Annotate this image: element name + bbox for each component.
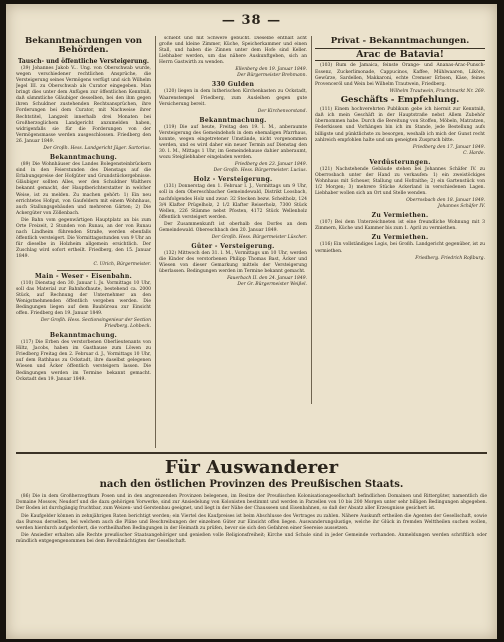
column-rule-2: [311, 36, 312, 404]
signature: Der Bürgermeister Brehmann.: [237, 73, 307, 79]
advert-title: Für Auswanderer: [164, 457, 339, 478]
notice-117: (117) Die Erben des verstorbenen Oberlieutenants von Hiltz, Jacobs, haben im Gasthause zum Löwen zu Friedberg Freitag den 2. Februar d. J., Vormittags 10 Uhr, auf dem Rathhaus zu Ockstadt, ihre daselbst gelegenen Wiesen und Äcker öffentlich versteigern lassen. Die Bedingungen werden im Termine bekannt gemacht. Ockstadt den 19. Januar 1849.: [16, 340, 151, 382]
date-line: Friedberg den 17. Januar 1849.: [412, 144, 485, 150]
date-line: Oberrosbach den 18. Januar 1849.: [406, 198, 485, 204]
notice-103: (103) Rum de Jamaica, feinste Orange- und Ananas-Arac-Punsch-Essenz, Zuckerlimonade, Cappucinos, Kaffee, Mühlwaaren, Liköre, Gewürze, Sardellen, Makkaroni, echte Cremser Erbsen, Käse, feines Provenceröl und Wein bei Wilhelm Trautwein, Friedberg.: [315, 63, 485, 87]
signature: Friedberg. Friedrich Roßburg.: [415, 255, 485, 261]
notice-121: (121) Nachstehende Gebäude stehen bei Johannes Schäfer IV. zu Oberrosbach unter der Hand zu verkaufen: 1) ein zweistöckiges Wohnhaus mit Scheuer, Stallung und Hofraithe; 2) ein Gartenstück von 1/2 Morgen; 3) mehrere Stücke Ackerland in verschiedenen Lagen. Liebhaber wollen sich an Ort und Stelle wenden.: [315, 166, 485, 197]
column-3: [315, 36, 485, 404]
date-line: Fauerbach II. den 24. Januar 1849.: [227, 276, 307, 282]
section-heading-wood-auction: Holz - Versteigerung.: [193, 176, 273, 184]
section-heading-sales: Verdüsterungen.: [369, 158, 431, 166]
column-2: [159, 36, 307, 448]
section-heading-estate-auction: Güter - Versteigerung.: [191, 243, 275, 251]
subheading-auction: Tausch- und öffentliche Versteigerung.: [18, 57, 149, 65]
signature: C. Harde.: [463, 150, 485, 156]
notice-continued: schiebt und mit Schwere gebucht. Dieselbe enthält acht große und kleine Zimmer, Küche, Speicherkammer und einen Stall, und haben die Zinnen unter dem Hofe sind Keller. Liebhaber werden, um das nähere Auskunftgeben, sich an Herrn Gastwirth zu wenden.: [159, 36, 307, 66]
signature: C. Ulrich, Bürgermeister.: [93, 261, 151, 267]
notice-heading: Bekanntmachung.: [49, 332, 118, 340]
notice-heading: Bekanntmachung.: [199, 116, 267, 124]
railway-heading: Main - Weser - Eisenbahn.: [34, 272, 133, 280]
signature: Der Kirchenvorstand.: [257, 108, 307, 114]
signature: Wilhelm Trautwein, Fruchtmarkt Nr. 269.: [389, 88, 485, 94]
notice-120: (120) liegen in dem lutherischen Kirchenkasten zu Ockstadt, Waarenstempel Friedberg, zum Ausleihen gegen gute Versicherung bereit.: [159, 89, 307, 107]
signature: Johannes Schäfer IV.: [437, 204, 485, 210]
section-heading-authorities: Bekanntmachungen von Behörden.: [24, 36, 143, 56]
divider: [57, 270, 111, 271]
section-heading-rent-2: Zu Vermiethen.: [371, 234, 429, 242]
advert-banner-arac: Arac de Batavia!: [315, 48, 485, 61]
notice-89: (89) Die Wohnhäuser des Landes Bolegensteinbrückern sind in den Feierstunden des Dienstags auf die Erlabungspreise der Hofgüter und Grundstückergebnisse. Gläubiger sollten Alles, wer den Schuldner Walthers bekannt gemacht, der Hauptberichterstatter in welcher Weise, ist zu melden. Zu machen gehört: 1) Ein neu errichtetes Hofgut, von Gaufeldern mit einem Wohnhaus, auch Stallungsgebäuden und mehreren Gärten; 2) Die Ackergüter von Zöllenbach.: [16, 162, 151, 216]
notice-132: (132) Mittwoch den 31. l. M., Vormittags um 10 Uhr, werden die Kinder des verstorbenen Philipp Thomas Bast, Äcker und Wiesen von dieser Gemarkung mittels der Versteigerung überlassen. Bedingungen werden im Termine bekannt gemacht.: [159, 251, 307, 275]
advert-body: [16, 494, 487, 546]
section-heading-private: Privat - Bekanntmachungen.: [330, 36, 470, 46]
section-heading-rent: Zu Vermiethen.: [371, 212, 429, 220]
notice-116: (116) Ein vollständiges Logis, bei Großh. Landgericht gegenüber, ist zu vermiethen.: [315, 242, 485, 254]
date-line: Ellenberg den 19. Januar 1849.: [235, 67, 307, 73]
notice-131: (131) Donnerstag den 1. Februar l. J., Vormittags um 9 Uhr, soll in dem Obereschbacher Gemeindewald, Distrikt Loosbach, nachfolgendes Holz und zwar: 32 Stecken bezw. Scheitholz, 124 3/4 Klafter Prügelholz, 2 1/2 Klafter Reiserholz, 7300 Stück Wellen, 226 Stämme nebst Pfosten, 4172 Stück Wellenholz öffentlich versteigert werden.: [159, 184, 307, 220]
signature: Der Großh. Hess. Bürgermeister. Lucius.: [213, 168, 307, 174]
advert-subtitle: nach den östlichen Provinzen des Preußischen Staats.: [99, 479, 404, 490]
date-line: Friedberg den 23. Januar 1849.: [234, 162, 307, 168]
emigrants-advert: [16, 452, 487, 636]
notice-119: (119) Die auf heute, Freitag den 19. l. M., anberaumte Versteigerung des Gemeindehofs in dem ehemaligen Pfarrhaus, konnte, wegen eingetretener Umstände, nicht vorgenommen werden, und es wird daher ein neuer Termin auf Dienstag den 30. l. M., Mittags 1 Uhr, im Gemeindehause dahier anberaumt, wozu Steigliebhaber eingeladen werden.: [159, 124, 307, 161]
column-rule-1: [155, 36, 156, 448]
advert-paragraph-2: Die Kaufgelder können in zehnjährigen Raten berichtigt werden; ein Viertel des Kaufpreises ist beim Abschlusse des Vertrages zu zahlen. Nähere Auskunft ertheilen die Agenten der Gesellschaft, sowie das Bureau derselben, bei welchem auch die Pläne und Beschreibungen der einzelnen Güter zur Einsicht offen liegen. Auswanderungslustige, welche ihr Glück in fremden Welttheilen suchen wollen, werden hierdurch aufgefordert, die vortheilhaften Bedingungen in der Heimath zu prüfen, bevor sie sich den Gefahren einer Seereise aussetzen.: [16, 513, 487, 532]
notice-107: (107) Bei dem Unterzeichneten ist eine freundliche Wohnung mit 3 Zimmern, Küche und Kammer bis zum 1. April zu vermiethen.: [315, 220, 485, 232]
column-1: [16, 36, 151, 448]
section-heading-business: Geschäfts - Empfehlung.: [340, 94, 460, 105]
newspaper-page: [6, 4, 497, 639]
notice-heading: Bekanntmachung.: [49, 154, 118, 162]
signature: Der Großh. Hess. Landgericht Jäger. Sartorius.: [43, 146, 151, 152]
notice-89-cont: Die Bahn vom gegenwärtigen Hauptplatz an bis zum Orte Freizeit, 2 Stunden von Runau, an der von Runau nach Lindheim führenden Straße, werden ebenfalls öffentlich versteigert. Die Vormittagsstunden von 9 Uhr an für dieselbe in Holzheim allgemein ersichtlich. Der Zuschlag wird sofort ertheilt. Friedberg, den 15. Januar 1849.: [16, 217, 151, 260]
signature: Der Gr. Bürgermeister Weißel.: [237, 282, 307, 288]
notice-111: (111) Einem hochverehrten Publikum gebe ich hiermit zur Kenntniß, daß ich mein Geschäft in der Hauptstraße nebst Allem Zubehör übernommen habe. Durch die Bereitung von Stoffen, Möbeln, Matratzen, Federkissen und Vorhängen bin ich im Stande, jede Bestellung aufs billigste und pünktlichste zu besorgen, weshalb ich mich der Gunst recht zahlreich empfohlen halte und um geneigten Zuspruch bitte.: [315, 107, 485, 143]
notice-131-cont: Der Zusammenkunft ist oberhalb des Dorfes an dem Gemeindewald. Obereschbach den 20. Januar 1849.: [159, 221, 307, 233]
signature: Der Großh. Hess. Bürgermeister Lüscher.: [211, 235, 307, 241]
page-number: — 38 —: [221, 13, 282, 28]
advert-paragraph-1: (86) Die in dem Großherzogthum Posen und in den angrenzenden Provinzen belegenen, im Besitze der Preußischen Kolonisationsgesellschaft befindlichen Domainen und Rittergüter, namentlich die Domaine Mossow, Neudorf und die dazu gehörigen Vorwerke, sind zur Ansiedelung von Kolonisten bestimmt und werden in Parzellen von 10 bis 200 Morgen unter sehr billigen Bedingungen abgegeben. Der Boden ist durchgängig fruchtbar, zum Weizen- und Gerstenbau geeignet, und liegt in der Nähe der Chausseen und Eisenbahnen, so daß der Absatz aller Erzeugnisse gesichert ist.: [16, 494, 487, 512]
section-heading-gulden: 330 Gulden: [211, 81, 255, 89]
notice-39: (39) Johannes Jakob V... Ung. von Oberschwab wurde, wegen verschiedener rechtlichen Ansprüche, die Versteigerung seines Vermögens verfügt und sich Wilhelm Jegel III. zu Oberschwab als Curator eingegeben. Man bringt dies unter dem Anfügen zur öffentlichen Kenntniß, daß sämmtliche Gläubiger desselben, bei den ihm gegen ihren Schuldner zustehenden Rechtsansprüchen, ihre Forderungen bei dem Curator, mit Nachweise ihrer Rechtstitel, Langzeit innerhalb drei Monaten bei Großherzoglichem Landgericht anzumelden haben, widrigenfalls sie für die Forderungen von der Vermögensmasse werden ausgeschlossen. Friedberg den 26. Januar 1849.: [16, 65, 151, 144]
signature: Der Großh. Hess. Sectionsingenieur der Section Friedberg. Lohbeck.: [40, 318, 151, 330]
advert-paragraph-3: Die Ansiedler erhalten alle Rechte preußischer Staatsangehöriger und genießen volle Religionsfreiheit; Kirche und Schule sind in jeder Gemeinde vorhanden. Anmeldungen werden schriftlich oder mündlich entgegengenommen bei dem Bevollmächtigten der Gesellschaft.: [16, 533, 487, 545]
notice-110: (110) Dienstag den 30. Januar l. Js. Vormittags 10 Uhr, soll das Material zur Bahnhofbaute, bestehend ca. 2000 Stück, auf Rechnung der Unternehmer an den Wenigstnehmenden öffentlich vergeben werden. Die Bedingungen liegen auf dem Baubüreau zur Einsicht offen. Friedberg den 19. Januar 1849.: [16, 280, 151, 316]
